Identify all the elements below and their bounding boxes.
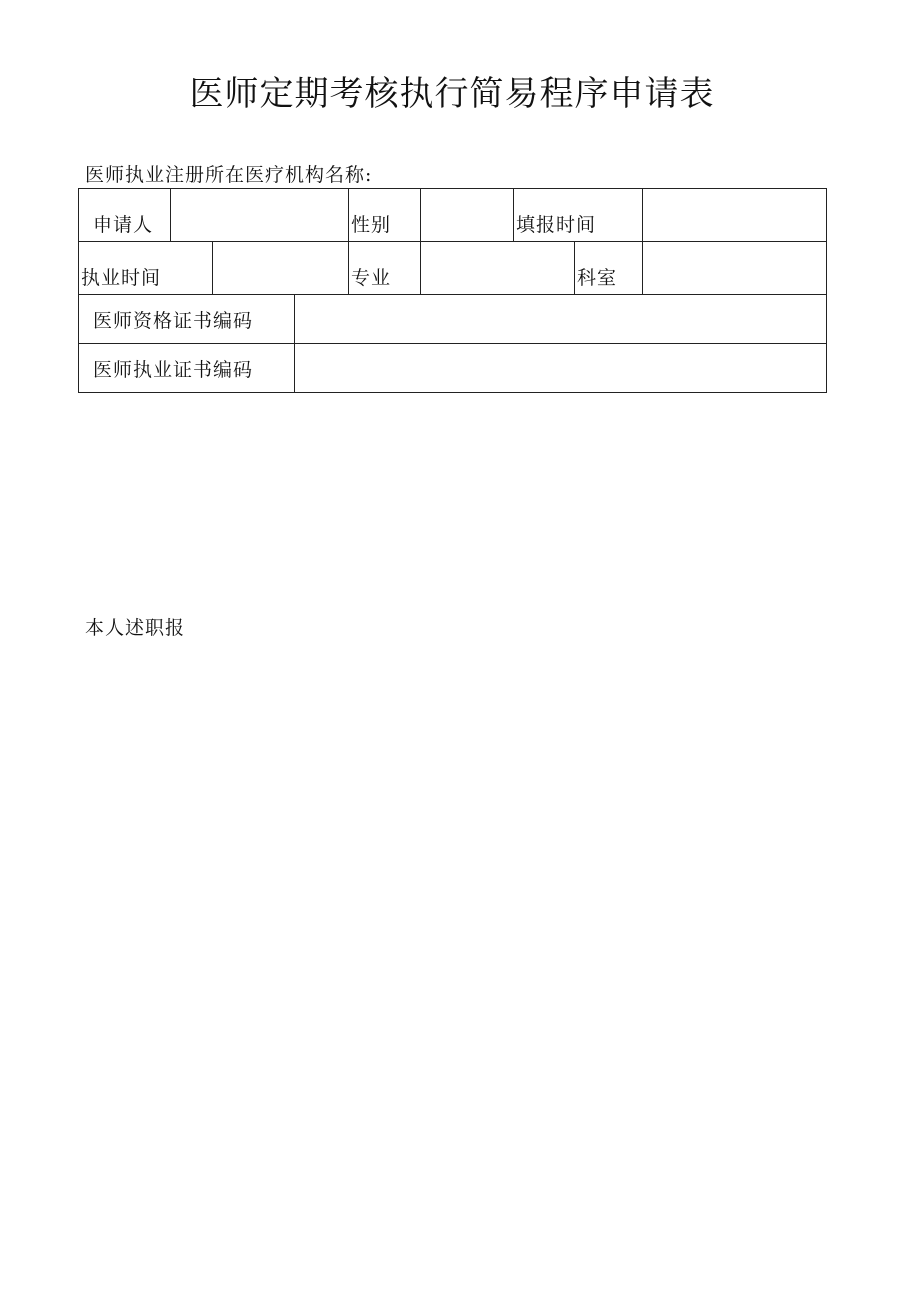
gender-label: 性别 (349, 189, 421, 242)
gender-input[interactable] (421, 189, 514, 242)
institution-name-label: 医师执业注册所在医疗机构名称: (85, 164, 373, 186)
fill-date-input[interactable] (643, 189, 827, 242)
specialty-input[interactable] (421, 242, 575, 295)
table-row (79, 295, 827, 344)
practice-time-input[interactable] (213, 242, 349, 295)
fill-date-label: 填报时间 (514, 189, 643, 242)
practice-cert-input[interactable] (295, 344, 827, 393)
specialty-label: 专业 (349, 242, 421, 295)
department-input[interactable] (643, 242, 827, 295)
table-row (79, 189, 827, 242)
table-row (79, 242, 827, 295)
page-title: 医师定期考核执行简易程序申请表 (189, 74, 715, 114)
application-form-table (78, 188, 827, 393)
qualification-cert-label: 医师资格证书编码 (79, 295, 295, 344)
applicant-input[interactable] (171, 189, 349, 242)
qualification-cert-input[interactable] (295, 295, 827, 344)
table-row (79, 344, 827, 393)
self-report-label: 本人述职报 (85, 617, 186, 639)
applicant-label: 申请人 (79, 189, 171, 242)
practice-cert-label: 医师执业证书编码 (79, 344, 295, 393)
department-label: 科室 (575, 242, 643, 295)
practice-time-label: 执业时间 (79, 242, 213, 295)
